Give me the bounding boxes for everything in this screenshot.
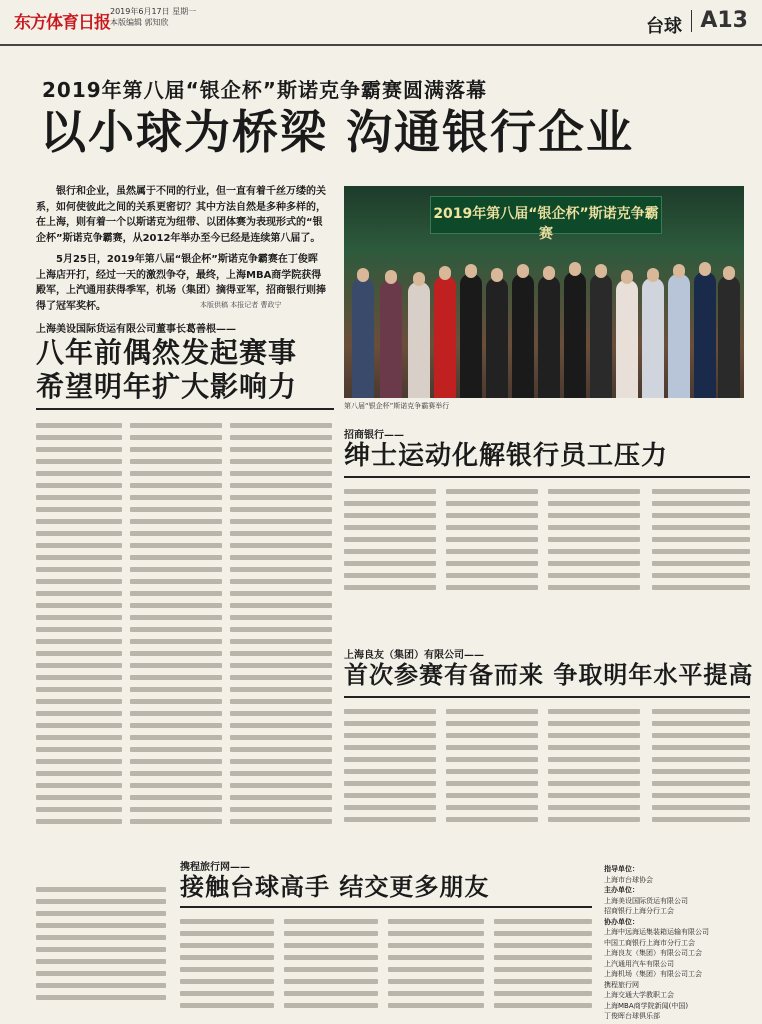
sponsor-list bbox=[604, 864, 750, 1020]
photo-person-head bbox=[673, 264, 685, 278]
article2-title: 绅士运动化解银行员工压力 bbox=[344, 441, 669, 471]
article3-title: 首次参赛有备而来 争取明年水平提高 bbox=[344, 661, 754, 689]
photo-person bbox=[408, 282, 430, 398]
photo-person-head bbox=[543, 266, 555, 280]
photo-person bbox=[486, 278, 508, 398]
article1-kicker: 上海美设国际货运有限公司董事长葛善根—— bbox=[36, 324, 236, 335]
photo-person bbox=[512, 274, 534, 398]
photo-person-head bbox=[491, 268, 503, 282]
event-banner bbox=[430, 196, 662, 242]
photo-person-head bbox=[723, 266, 735, 280]
divider bbox=[180, 906, 592, 908]
article1-title bbox=[36, 336, 297, 404]
article1-body-col bbox=[36, 416, 122, 846]
article2-body-col bbox=[652, 482, 750, 602]
article2-body-col bbox=[548, 482, 640, 602]
photo-person-head bbox=[439, 266, 451, 280]
main-headline: 以小球为桥梁 沟通银行企业 bbox=[40, 105, 635, 159]
article4-title: 接触台球高手 结交更多朋友 bbox=[180, 873, 490, 901]
main-kicker: 2019年第八届“银企杯”斯诺克争霸赛圆满落幕 bbox=[42, 78, 487, 102]
banner-text: 2019年第八届“银企杯”斯诺克争霸赛 bbox=[433, 206, 659, 242]
photo-person bbox=[564, 272, 586, 398]
newspaper-logo: 东方体育日报 bbox=[14, 13, 110, 33]
photo-person bbox=[352, 278, 374, 398]
article3-body-col bbox=[344, 702, 436, 842]
photo-person bbox=[668, 274, 690, 398]
sponsor-item: 上海机场（集团）有限公司工会 bbox=[604, 970, 702, 978]
photo-person-head bbox=[357, 268, 369, 282]
sponsor-item: 中国工商银行上海市分行工会 bbox=[604, 938, 695, 947]
sponsor-item: 招商银行上海分行工会 bbox=[604, 907, 674, 915]
page-number: A13 bbox=[700, 8, 748, 33]
article4-kicker: 携程旅行网—— bbox=[180, 862, 250, 873]
photo-person bbox=[380, 280, 402, 398]
divider bbox=[344, 696, 750, 698]
photo-person bbox=[538, 276, 560, 398]
photo-person-head bbox=[621, 270, 633, 284]
photo-person bbox=[642, 278, 664, 398]
divider bbox=[691, 10, 692, 32]
photo-person bbox=[616, 280, 638, 398]
article1-body-col bbox=[130, 416, 222, 846]
sponsor-item: 上海市台球协会 bbox=[604, 875, 653, 884]
article2-kicker: 招商银行—— bbox=[344, 430, 404, 441]
lead-paragraph: 5月25日，2019年第八届“银企杯”斯诺克争霸赛在丁俊晖上海店开打，经过一天的激烈争夺，最终，上海MBA商学院获得殿军，上汽通用获得季军，机场（集团）摘得亚军，招商银行则捧得了冠军奖杯。 bbox=[36, 254, 326, 312]
article1-title-line: 八年前偶然发起赛事 bbox=[36, 336, 298, 369]
article3-body-col bbox=[446, 702, 538, 842]
sponsor-item: 上海交通大学教职工会 bbox=[604, 991, 674, 999]
photo-person-head bbox=[595, 264, 607, 278]
masthead bbox=[0, 0, 762, 46]
sponsor-item: 上海中远海运集装箱运输有限公司 bbox=[604, 928, 709, 936]
article2-body-col bbox=[446, 482, 538, 602]
photo-person bbox=[434, 276, 456, 398]
photo-person bbox=[718, 276, 740, 398]
lead-paragraph: 银行和企业，虽然属于不同的行业，但一直有着千丝万缕的关系，如何使彼此之间的关系更密切？其中方法自然是多种多样的，在上海，则有着一个以斯诺克为纽带、以团体赛为表现形式的“银企杯”斯诺克争霸赛，从2012年举办至今已经是连续第八届了。 bbox=[36, 186, 326, 244]
photo-person-head bbox=[569, 262, 581, 276]
sponsor-item: 上汽通用汽车有限公司 bbox=[604, 959, 674, 968]
article4-body-col bbox=[284, 912, 378, 1016]
sponsor-item: 上海美设国际货运有限公司 bbox=[604, 896, 688, 905]
divider bbox=[344, 476, 750, 478]
page-editor: 本版编辑 郭知欣 bbox=[110, 18, 169, 27]
masthead-info bbox=[110, 6, 196, 28]
photo-person-head bbox=[385, 270, 397, 284]
article3-body-col bbox=[548, 702, 640, 842]
photo-person bbox=[460, 274, 482, 398]
article3-body-col bbox=[652, 702, 750, 842]
sponsor-item: 上海MBA商学院新闻(中国) bbox=[604, 1001, 689, 1010]
article2-body-col bbox=[344, 482, 436, 602]
article3-kicker: 上海良友（集团）有限公司—— bbox=[344, 650, 484, 661]
article4-body-col bbox=[494, 912, 592, 1016]
sponsor-item: 丁俊晖台球俱乐部 bbox=[604, 1012, 660, 1020]
article1-title-line: 希望明年扩大影响力 bbox=[36, 370, 298, 403]
issue-date: 2019年6月17日 星期一 bbox=[110, 7, 197, 16]
sponsor-label: 指导单位： bbox=[604, 865, 639, 873]
photo-person-head bbox=[413, 272, 425, 286]
article1-body-col bbox=[230, 416, 332, 846]
team-photo bbox=[344, 186, 744, 398]
photo-person-head bbox=[647, 268, 659, 282]
photo-person-head bbox=[517, 264, 529, 278]
photo-caption: 第八届“银企杯”斯诺克争霸赛举行 bbox=[344, 402, 450, 410]
section-name: 台球 bbox=[646, 16, 682, 37]
photo-person-head bbox=[465, 264, 477, 278]
article4-body-col bbox=[388, 912, 484, 1016]
article4-body-col bbox=[180, 912, 274, 1016]
lead-paragraphs bbox=[36, 184, 326, 320]
sponsor-label: 主办单位： bbox=[604, 886, 639, 894]
article1-body-col bbox=[36, 880, 166, 1016]
byline: 本版供稿 本报记者 曹政宁 bbox=[200, 301, 282, 309]
sponsor-item: 上海良友（集团）有限公司工会 bbox=[604, 949, 702, 957]
photo-person bbox=[590, 274, 612, 398]
photo-person-head bbox=[699, 262, 711, 276]
photo-person bbox=[694, 272, 716, 398]
divider bbox=[36, 408, 334, 410]
sponsor-label: 协办单位： bbox=[604, 917, 639, 926]
sponsor-item: 携程旅行网 bbox=[604, 980, 639, 989]
